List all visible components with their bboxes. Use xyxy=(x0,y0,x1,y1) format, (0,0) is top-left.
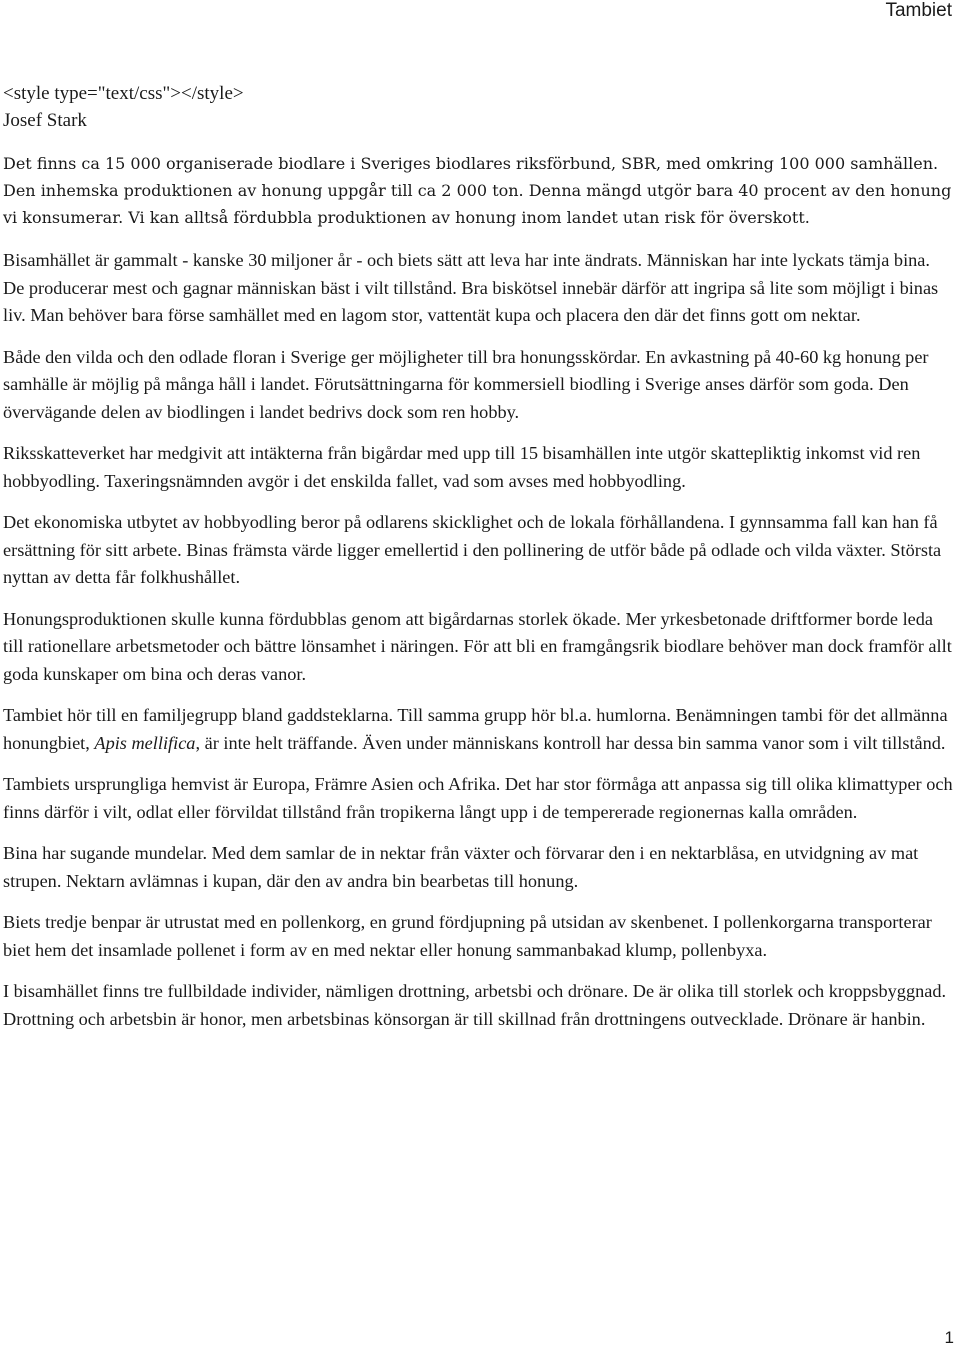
paragraph-8: Tambiets ursprungliga hemvist är Europa, Främre Asien och Afrika. Det har stor förmåga att anpassa sig till olika klimattyper och finns därför i vilt, odlat eller förvildat tillstånd från tropikerna långt upp i de tempererade regionernas kalla områden. xyxy=(3,774,953,822)
paragraph-1: Det finns ca 15 000 organiserade biodlare i Sveriges biodlares riksförbund, SBR, med omkring 100 000 samhällen. Den inhemska produktionen av honung uppgår till ca 2 000 ton. Denna mängd utgör bara 40 procent av den honung vi konsumerar. Vi kan alltså fördubbla produktionen av honung inom landet utan risk för överskott. xyxy=(3,154,952,227)
species-name-italic: Apis mellifica xyxy=(94,732,196,753)
paragraph-4: Riksskatteverket har medgivit att intäkterna från bigårdar med upp till 15 bisamhällen inte utgör skattepliktig inkomst vid ren hobbyodling. Taxeringsnämnden avgör i det enskilda fallet, vad som avses med hobbyodling. xyxy=(3,443,921,491)
paragraph-6: Honungsproduktionen skulle kunna fördubblas genom att bigårdarnas storlek ökade. Mer yrkesbetonade driftformer borde leda till rationellare arbetsmetoder och bättre lönsamhet i näringen. För att bli en framgångsrik biodlare behöver man dock framför allt goda kunskaper om bina och deras vanor. xyxy=(3,608,952,684)
paragraph-7 xyxy=(3,702,955,757)
page-number: 1 xyxy=(944,1328,954,1347)
paragraph-7-text-after: , är inte helt träffande. Även under människans kontroll har dessa bin samma vanor som i vilt tillstånd. xyxy=(195,732,946,753)
paragraph-3: Både den vilda och den odlade floran i Sverige ger möjligheter till bra honungsskördar. En avkastning på 40-60 kg honung per samhälle är möjlig på många håll i landet. Förutsättningarna för kommersiell biodling i Sverige anses därför som goda. Den övervägande delen av biodlingen i landet bedrivs dock som ren hobby. xyxy=(3,346,929,422)
document-body xyxy=(3,80,955,1047)
raw-style-tag-text: <style type="text/css"></style> xyxy=(3,83,244,104)
paragraph-5: Det ekonomiska utbytet av hobbyodling beror på odlarens skicklighet och de lokala förhållandena. I gynnsamma fall kan han få ersättning för sitt arbete. Binas främsta värde ligger emellertid i den pollinering de utför både på odlade och vilda växter. Största nyttan av detta får folkhushållet. xyxy=(3,512,942,587)
author-name: Josef Stark xyxy=(3,110,87,131)
paragraph-11: I bisamhället finns tre fullbildade individer, nämligen drottning, arbetsbi och drönare. De är olika till storlek och kroppsbyggnad. Drottning och arbetsbin är honor, men arbetsbinas könsorgan är till skillnad från drottningens outvecklade. Drönare är hanbin. xyxy=(3,981,947,1029)
paragraph-10: Biets tredje benpar är utrustat med en pollenkorg, en grund fördjupning på utsidan av skenbenet. I pollenkorgarna transporterar biet hem det insamlade pollenet i form av en med nektar eller honung sammanbakad klump, pollenbyxa. xyxy=(3,912,932,960)
paragraph-7-text-before: Tambiet hör till en familjegrupp bland gaddsteklarna. Till samma grupp hör bl.a. humlorna. Benämningen tambi för det allmänna honungbiet, xyxy=(3,705,948,753)
page-header-title: Tambiet xyxy=(885,0,952,21)
paragraph-2: Bisamhället är gammalt - kanske 30 miljoner år - och biets sätt att leva har inte ändrats. Människan har inte lyckats tämja bina. De producerar mest och gagnar människan bäst i vilt tillstånd. Bra biskötsel innebär därför att ingripa så lite som möjligt i binas liv. Man behöver bara förse samhället med en lagom stor, vattentät kupa och placera den där det finns gott om nektar. xyxy=(3,250,939,325)
paragraph-9: Bina har sugande mundelar. Med dem samlar de in nektar från växter och förvarar den i en nektarblåsa, en utvidgning av mat strupen. Nektarn avlämnas i kupan, där den av andra bin bearbetas till honung. xyxy=(3,843,919,891)
